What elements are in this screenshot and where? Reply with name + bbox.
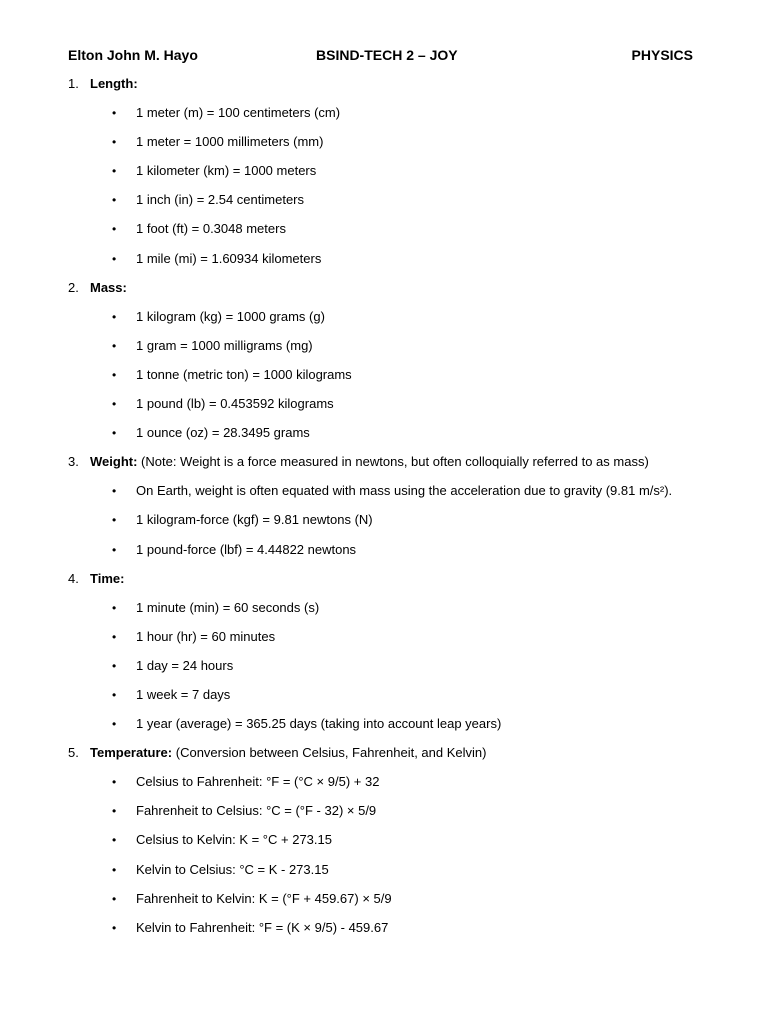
section-title: Weight: — [90, 454, 138, 470]
list-item-text: 1 inch (in) = 2.54 centimeters — [136, 192, 304, 208]
section-number: 2. — [68, 279, 79, 295]
section-title: Length: — [90, 76, 138, 91]
section-heading-text — [90, 569, 124, 589]
section-heading — [0, 278, 768, 307]
list-item-text: 1 meter = 1000 millimeters (mm) — [136, 134, 324, 150]
list-item — [0, 132, 768, 161]
list-item-text: 1 meter (m) = 100 centimeters (cm) — [136, 105, 341, 121]
bullet-icon: • — [112, 600, 117, 615]
list-item — [0, 627, 768, 656]
list-item-text: Fahrenheit to Celsius: °C = (°F - 32) × 5/9 — [136, 803, 377, 819]
list-item-text: 1 pound (lb) = 0.453592 kilograms — [136, 396, 334, 412]
list-item — [0, 190, 768, 219]
list-item — [0, 481, 768, 510]
bullet-icon: • — [112, 862, 117, 877]
list-item — [0, 714, 768, 743]
section-heading-text — [90, 278, 127, 298]
subject-title: PHYSICS — [631, 47, 693, 63]
list-item — [0, 918, 768, 947]
list-item-text: Kelvin to Celsius: °C = K - 273.15 — [136, 861, 329, 877]
list-item — [0, 365, 768, 394]
bullet-icon: • — [112, 106, 117, 121]
course-section: BSIND-TECH 2 – JOY — [316, 47, 458, 63]
list-item — [0, 510, 768, 539]
list-item-text: 1 ounce (oz) = 28.3495 grams — [136, 425, 310, 441]
list-item — [0, 801, 768, 830]
bullet-icon: • — [112, 193, 117, 208]
list-item-text: 1 foot (ft) = 0.3048 meters — [136, 221, 286, 237]
section-number: 4. — [68, 570, 79, 586]
section-note: (Note: Weight is a force measured in newtons, but often colloquially referred to as mass) — [141, 454, 649, 470]
bullet-icon: • — [112, 426, 117, 441]
bullet-icon: • — [112, 687, 117, 702]
list-item-text: Fahrenheit to Kelvin: K = (°F + 459.67) × 5/9 — [136, 890, 392, 906]
bullet-icon: • — [112, 164, 117, 179]
bullet-icon: • — [112, 367, 117, 382]
list-item-text: 1 gram = 1000 milligrams (mg) — [136, 337, 313, 353]
bullet-icon: • — [112, 542, 117, 557]
section-heading — [0, 743, 768, 772]
list-item-text: 1 day = 24 hours — [136, 657, 234, 673]
list-item — [0, 830, 768, 859]
list-item-text: Celsius to Fahrenheit: °F = (°C × 9/5) + 32 — [136, 774, 380, 790]
bullet-icon: • — [112, 135, 117, 150]
bullet-icon: • — [112, 251, 117, 266]
bullet-icon: • — [112, 513, 117, 528]
list-item-text: 1 kilogram-force (kgf) = 9.81 newtons (N) — [136, 512, 373, 528]
list-item-text: On Earth, weight is often equated with mass using the acceleration due to gravity (9.81 m/s²). — [136, 483, 673, 499]
bullet-icon: • — [112, 775, 117, 790]
bullet-icon: • — [112, 309, 117, 324]
bullet-icon: • — [112, 920, 117, 935]
list-item — [0, 336, 768, 365]
list-item-text: 1 kilometer (km) = 1000 meters — [136, 163, 317, 179]
section-heading — [0, 569, 768, 598]
bullet-icon: • — [112, 804, 117, 819]
list-item-text: 1 pound-force (lbf) = 4.44822 newtons — [136, 541, 357, 557]
list-item — [0, 772, 768, 801]
section-title: Time: — [90, 570, 125, 586]
bullet-icon: • — [112, 833, 117, 848]
list-item-text: 1 kilogram (kg) = 1000 grams (g) — [136, 308, 325, 324]
list-item-text: 1 minute (min) = 60 seconds (s) — [136, 599, 320, 615]
list-item — [0, 889, 768, 918]
section-number: 3. — [68, 454, 79, 470]
list-item — [0, 219, 768, 248]
author-name: Elton John M. Hayo — [68, 47, 198, 63]
list-item-text: Kelvin to Fahrenheit: °F = (K × 9/5) - 459.67 — [136, 919, 389, 935]
section-heading — [0, 452, 768, 481]
section-note: (Conversion between Celsius, Fahrenheit, and Kelvin) — [175, 745, 487, 761]
bullet-icon: • — [112, 484, 117, 499]
list-item-text: 1 tonne (metric ton) = 1000 kilograms — [136, 366, 352, 382]
list-item — [0, 103, 768, 132]
list-item — [0, 598, 768, 627]
section-heading-text — [90, 452, 649, 472]
section-title: Temperature: — [90, 745, 173, 761]
list-item-text: 1 week = 7 days — [136, 686, 231, 702]
list-item-text: 1 mile (mi) = 1.60934 kilometers — [136, 250, 322, 266]
bullet-icon: • — [112, 717, 117, 732]
bullet-icon: • — [112, 397, 117, 412]
list-item — [0, 685, 768, 714]
list-item — [0, 394, 768, 423]
list-item-text: Celsius to Kelvin: K = °C + 273.15 — [136, 832, 332, 848]
list-item — [0, 249, 768, 278]
bullet-icon: • — [112, 658, 117, 673]
page-header — [68, 45, 694, 65]
list-item — [0, 307, 768, 336]
conversion-list — [0, 74, 768, 947]
list-item — [0, 423, 768, 452]
list-item — [0, 860, 768, 889]
bullet-icon: • — [112, 629, 117, 644]
section-heading — [0, 74, 768, 103]
section-heading-text — [90, 74, 138, 94]
section-number: 5. — [68, 745, 79, 761]
list-item-text: 1 year (average) = 365.25 days (taking into account leap years) — [136, 716, 502, 732]
section-title: Mass: — [90, 279, 127, 295]
bullet-icon: • — [112, 222, 117, 237]
section-heading-text — [90, 743, 486, 763]
list-item — [0, 540, 768, 569]
section-number: 1. — [68, 76, 79, 91]
list-item-text: 1 hour (hr) = 60 minutes — [136, 628, 276, 644]
bullet-icon: • — [112, 891, 117, 906]
list-item — [0, 656, 768, 685]
bullet-icon: • — [112, 338, 117, 353]
list-item — [0, 161, 768, 190]
